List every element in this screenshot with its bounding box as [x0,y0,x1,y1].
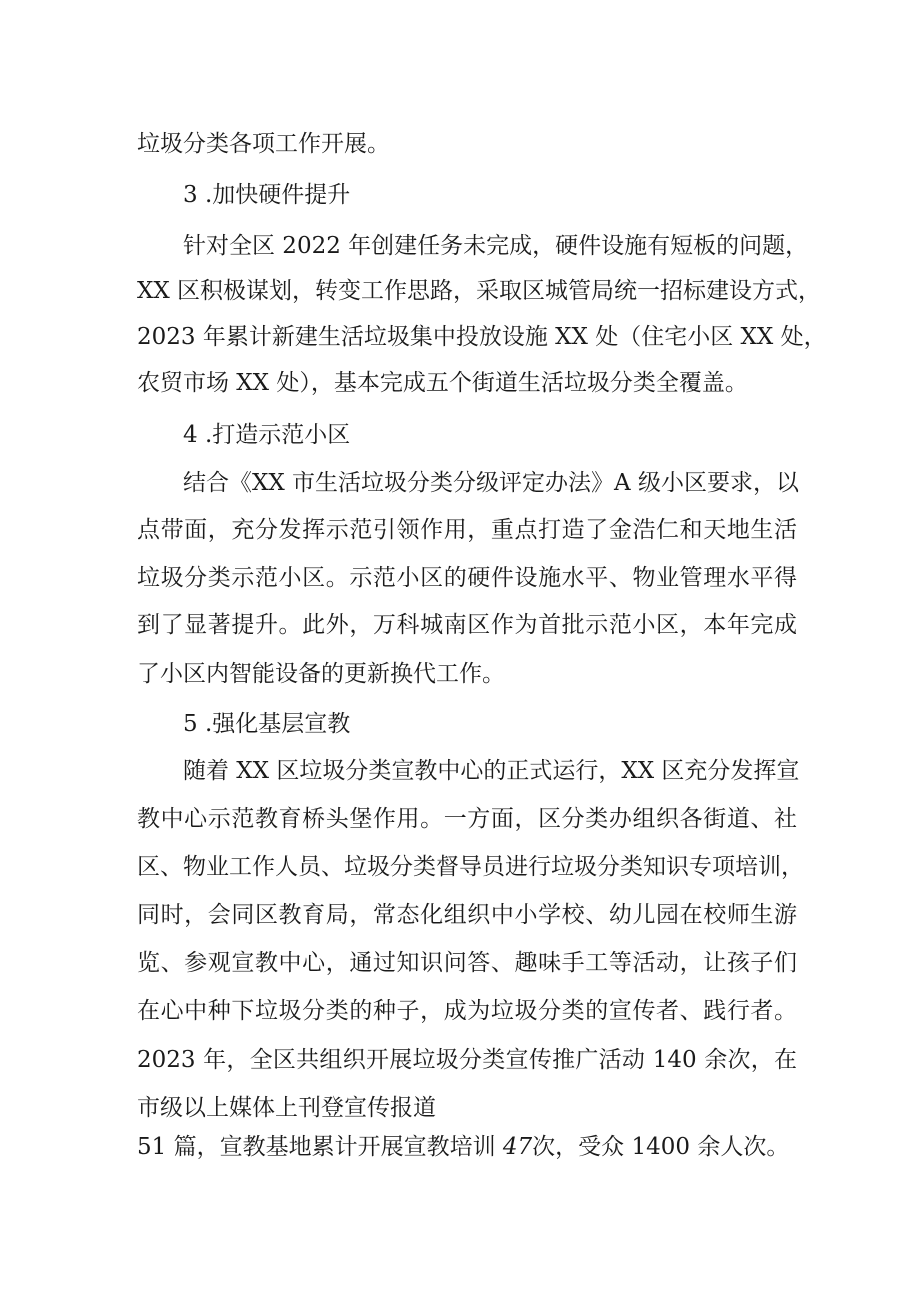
paragraph-line: 垃圾分类示范小区。示范小区的硬件设施水平、物业管理水平得 [137,565,797,591]
paragraph-line: 针对全区 2022 年创建任务未完成，硬件设施有短板的问题， [183,233,809,259]
paragraph-line: 2023 年，全区共组织开展垃圾分类宣传推广活动 140 余次，在 [137,1047,797,1073]
italic-number: 47 [502,1134,533,1160]
paragraph-line: 了小区内智能设备的更新换代工作。 [137,661,505,687]
paragraph-line: 教中心示范教育桥头堡作用。一方面，区分类办组织各街道、社 [137,806,797,832]
line-segment: 51 篇，宣教基地累计开展宣教培训 [137,1134,503,1160]
paragraph-line: 在心中种下垃圾分类的种子，成为垃圾分类的宣传者、践行者。 [137,998,797,1024]
paragraph-line: 市级以上媒体上刊登宣传报道 [137,1095,436,1121]
paragraph-line: 结合《XX 市生活垃圾分类分级评定办法》A 级小区要求，以 [183,470,799,496]
paragraph-line: 览、参观宣教中心，通过知识问答、趣味手工等活动，让孩子们 [137,950,797,976]
paragraph-line: 2023 年累计新建生活垃圾集中投放设施 XX 处（住宅小区 XX 处， [137,324,827,350]
section-heading-4: 4 .打造示范小区 [183,422,351,448]
paragraph-line: 区、物业工作人员、垃圾分类督导员进行垃圾分类知识专项培训， [137,854,804,880]
section-heading-3: 3 .加快硬件提升 [183,182,351,208]
paragraph-line: 农贸市场 XX 处），基本完成五个街道生活垃圾分类全覆盖。 [137,370,748,396]
paragraph-line: 垃圾分类各项工作开展。 [137,131,390,157]
paragraph-line: 点带面，充分发挥示范引领作用，重点打造了金浩仁和天地生活 [137,517,797,543]
paragraph-line: XX 区积极谋划，转变工作思路，采取区城管局统一招标建设方式， [137,278,822,304]
paragraph-line: 同时，会同区教育局，常态化组织中小学校、幼儿园在校师生游 [137,902,797,928]
line-segment: 次，受众 1400 余人次。 [532,1134,790,1160]
section-heading-5: 5 .强化基层宣教 [183,711,351,737]
paragraph-line [137,1132,797,1162]
paragraph-line: 随着 XX 区垃圾分类宣教中心的正式运行，XX 区充分发挥宣 [183,758,800,784]
paragraph-line: 到了显著提升。此外，万科城南区作为首批示范小区，本年完成 [137,612,797,638]
